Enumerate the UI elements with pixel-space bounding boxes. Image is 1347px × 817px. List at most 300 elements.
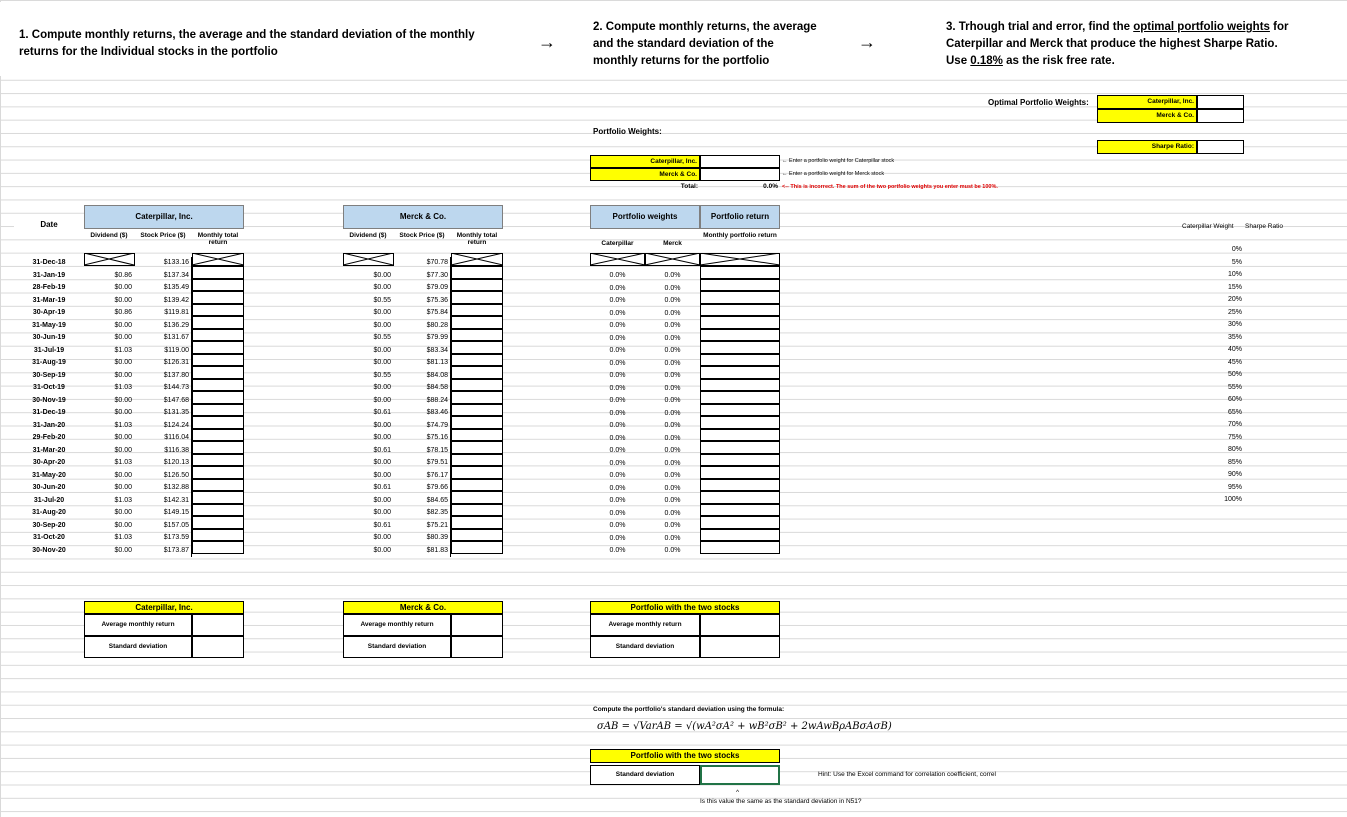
date-cell: 31-Jan-20 <box>32 421 66 429</box>
pw-merck-cell: 0.0% <box>664 397 681 404</box>
merck-dividend-cell: $0.00 <box>373 271 391 279</box>
sharpe-ratio-label: Sharpe Ratio: <box>1097 140 1197 154</box>
portfolio-return-input[interactable] <box>700 454 780 467</box>
cat-price-cell: $131.35 <box>134 407 192 420</box>
cat-return-input[interactable] <box>192 366 244 379</box>
merck-price-column <box>393 257 449 557</box>
pw-merck-cell: 0.0% <box>664 497 681 504</box>
merck-return-input[interactable] <box>451 479 503 492</box>
optimal-merck-label: Merck & Co. <box>1097 109 1197 123</box>
cat-return-input[interactable] <box>192 279 244 292</box>
optimal-weights-label: Optimal Portfolio Weights: <box>988 98 1089 107</box>
cat-return-input[interactable] <box>192 341 244 354</box>
formula-port-title: Portfolio with the two stocks <box>590 749 780 763</box>
portfolio-return-input[interactable] <box>700 391 780 404</box>
date-cell: 31-Dec-19 <box>32 409 66 416</box>
cat-title: Caterpillar, Inc. <box>84 205 244 229</box>
merck-dividend-cell: $0.61 <box>373 521 391 529</box>
merck-price-cell: $84.65 <box>393 495 451 508</box>
merck-dividend-cell: $0.00 <box>373 534 391 541</box>
sharpe-weight-cell: 20% <box>1227 296 1242 303</box>
pw-merck-cell: 0.0% <box>664 297 681 304</box>
pw-merck-cell: 0.0% <box>664 384 681 392</box>
merck-price-cell: $80.28 <box>393 320 451 333</box>
sharpe-weight-cell: 30% <box>1227 321 1242 328</box>
cat-price-cell: $120.13 <box>134 457 192 470</box>
merck-return-input[interactable] <box>451 304 503 317</box>
sharpe-ratio-input[interactable] <box>1197 140 1244 154</box>
date-cell: 31-May-20 <box>32 471 66 479</box>
date-cell: 29-Feb-20 <box>32 434 66 441</box>
cat-dividend-column <box>84 257 132 557</box>
pw-note-merck: ← Enter a portfolio weight for Merck stock <box>782 171 885 177</box>
pw-merck-cell: 0.0% <box>664 534 681 542</box>
portfolio-return-input[interactable] <box>700 529 780 542</box>
cat-price-cell: $157.05 <box>134 520 192 533</box>
portfolio-return-input[interactable] <box>700 266 780 279</box>
cat-return-input[interactable] <box>192 291 244 304</box>
cat-return-column <box>192 266 244 554</box>
merck-dividend-cell: $0.00 <box>373 359 391 366</box>
pw-total-warning: <-- This is incorrect. The sum of the two portfolio weights you enter must be 100%. <box>782 184 998 190</box>
sharpe-table-h1: Caterpillar Weight <box>1182 223 1234 230</box>
merck-price-cell: $82.35 <box>393 507 451 520</box>
cat-return-input[interactable] <box>192 391 244 404</box>
date-cell: 31-Mar-19 <box>32 296 66 304</box>
cat-price-cell: $173.87 <box>134 545 192 558</box>
cat-return-input[interactable] <box>192 529 244 542</box>
cat-dividend-cell: $1.03 <box>114 496 132 504</box>
cat-price-cell: $119.81 <box>134 307 192 320</box>
summary-merck-avg-label: Average monthly return <box>343 614 451 636</box>
cat-return-input[interactable] <box>192 441 244 454</box>
date-header: Date <box>14 220 84 229</box>
merck-price-cell: $75.16 <box>393 432 451 445</box>
merck-return-input[interactable] <box>451 416 503 429</box>
pw-cat-cell: 0.0% <box>609 309 626 317</box>
pw-merck-cell: 0.0% <box>664 484 681 492</box>
pw-cat-header: Caterpillar <box>601 240 634 247</box>
portfolio-return-input[interactable] <box>700 441 780 454</box>
cat-return-input[interactable] <box>192 416 244 429</box>
merck-dividend-cell <box>343 257 391 270</box>
merck-price-cell: $81.83 <box>393 545 451 558</box>
question-text: Is this value the same as the standard deviation in N51? <box>700 798 862 805</box>
merck-price-cell: $79.66 <box>393 482 451 495</box>
pw-cat-cell: 0.0% <box>609 334 626 342</box>
pw-merck-cell: 0.0% <box>664 372 681 379</box>
cat-price-cell: $137.34 <box>134 270 192 283</box>
pw-cat-input[interactable] <box>700 155 780 168</box>
date-cell: 31-Oct-20 <box>33 534 65 541</box>
task-2-heading: 2. Compute monthly returns, the average and the standard deviation of the monthly returns for the portfolio <box>593 21 817 67</box>
cat-price-cell: $133.16 <box>134 257 192 270</box>
merck-return-input[interactable] <box>451 404 503 417</box>
merck-return-input[interactable] <box>451 516 503 529</box>
portfolio-return-input[interactable] <box>700 466 780 479</box>
date-cell: 30-Nov-19 <box>32 396 66 404</box>
sharpe-weight-cell: 70% <box>1227 421 1242 428</box>
task-3-heading: 3. Trhough trial and error, find the optimal portfolio weights for Caterpillar and Merck that produce the highest Sharpe Ratio. Use 0.18% as the risk free rate. <box>946 21 1289 67</box>
pw-cat-cell: 0.0% <box>609 547 626 554</box>
pw-cat-cell: 0.0% <box>609 422 626 429</box>
pw-cat-column <box>590 270 645 558</box>
cat-price-cell: $132.88 <box>134 482 192 495</box>
merck-price-cell: $76.17 <box>393 470 451 483</box>
merck-dividend-cell: $0.00 <box>373 434 391 441</box>
merck-price-cell: $75.84 <box>393 307 451 320</box>
merck-dividend-cell: $0.00 <box>373 496 391 504</box>
merck-dividend-cell: $0.00 <box>373 346 391 354</box>
task-1-heading: 1. Compute monthly returns, the average and the standard deviation of the monthly returns for the Individual stocks in the portfolio <box>19 29 475 58</box>
portfolio-return-column <box>700 266 780 554</box>
merck-return-input[interactable] <box>451 341 503 354</box>
cat-dividend-cell: $0.00 <box>114 484 132 491</box>
sharpe-weight-column <box>1182 244 1242 507</box>
cat-return-input[interactable] <box>192 491 244 504</box>
merck-dividend-cell: $0.00 <box>373 321 391 329</box>
pw-cat-cell: 0.0% <box>609 434 626 442</box>
cat-price-cell: $116.38 <box>134 445 192 458</box>
pw-merck-cell: 0.0% <box>664 434 681 442</box>
cat-dividend-cell: $0.00 <box>114 521 132 529</box>
pw-cat-cell: 0.0% <box>609 347 626 354</box>
pw-cat-cell: 0.0% <box>609 397 626 404</box>
pw-merck-cell: 0.0% <box>664 284 681 292</box>
pw-merck-cell: 0.0% <box>664 334 681 342</box>
formula-sd-input[interactable] <box>700 765 780 785</box>
merck-return-input[interactable] <box>451 329 503 342</box>
cat-dividend-cell: $0.00 <box>114 409 132 416</box>
pw-merck-cell: 0.0% <box>664 472 681 479</box>
merck-price-cell: $79.99 <box>393 332 451 345</box>
merck-return-input[interactable] <box>451 379 503 392</box>
portfolio-return-input[interactable] <box>700 291 780 304</box>
cat-dividend-cell: $0.00 <box>114 509 132 516</box>
cat-price-cell: $137.80 <box>134 370 192 383</box>
merck-return-input[interactable] <box>451 279 503 292</box>
cat-dividend-cell: $0.86 <box>114 309 132 316</box>
pw-cat-cell: 0.0% <box>609 534 626 542</box>
date-cell: 31-Dec-18 <box>32 259 66 266</box>
portfolio-return-input[interactable] <box>700 341 780 354</box>
summary-merck-sd-input[interactable] <box>451 636 503 658</box>
date-cell: 31-Aug-20 <box>32 509 66 516</box>
pw-cat-cell: 0.0% <box>609 459 626 467</box>
sharpe-weight-cell: 65% <box>1227 408 1242 416</box>
cat-dividend-cell: $0.00 <box>114 446 132 454</box>
portfolio-return-input[interactable] <box>700 504 780 517</box>
formula-title: Compute the portfolio's standard deviation using the formula: <box>593 706 785 713</box>
merck-return-input[interactable] <box>451 291 503 304</box>
portfolio-weights-title: Portfolio Weights: <box>593 127 662 136</box>
sharpe-weight-cell: 85% <box>1227 458 1242 466</box>
summary-merck-sd-label: Standard deviation <box>343 636 451 658</box>
pr-monthly-header: Monthly portfolio return <box>703 232 777 239</box>
date-cell: 28-Feb-19 <box>32 284 66 291</box>
pw-merck-cell: 0.0% <box>664 422 681 429</box>
summary-cat-avg-input[interactable] <box>192 614 244 636</box>
pw-cat-cell: 0.0% <box>609 372 626 379</box>
cat-price-cell: $119.00 <box>134 345 192 358</box>
date-cell: 31-May-19 <box>32 321 66 329</box>
cat-return-input[interactable] <box>192 516 244 529</box>
cat-price-cell: $131.67 <box>134 332 192 345</box>
sharpe-weight-cell: 60% <box>1227 396 1242 403</box>
portfolio-return-input[interactable] <box>700 429 780 442</box>
pw-cat-cell: 0.0% <box>609 297 626 304</box>
portfolio-return-input[interactable] <box>700 366 780 379</box>
summary-port-sd-input[interactable] <box>700 636 780 658</box>
summary-cat-title: Caterpillar, Inc. <box>84 601 244 614</box>
merck-return-input[interactable] <box>451 266 503 279</box>
cat-return-input[interactable] <box>192 541 244 554</box>
merck-price-cell: $75.36 <box>393 295 451 308</box>
summary-port-avg-input[interactable] <box>700 614 780 636</box>
pw-merck-header: Merck <box>663 240 682 247</box>
portfolio-return-input[interactable] <box>700 491 780 504</box>
merck-monthly-header: Monthly total return <box>456 232 498 246</box>
sharpe-table-h2: Sharpe Ratio <box>1245 223 1283 230</box>
cat-dividend-cell: $0.00 <box>114 371 132 379</box>
portfolio-return-input[interactable] <box>700 304 780 317</box>
merck-price-cell: $79.51 <box>393 457 451 470</box>
merck-return-input[interactable] <box>451 454 503 467</box>
cat-return-input[interactable] <box>192 454 244 467</box>
cat-return-input[interactable] <box>192 479 244 492</box>
cat-price-column <box>134 257 190 557</box>
portfolio-return-input[interactable] <box>700 479 780 492</box>
summary-merck-avg-input[interactable] <box>451 614 503 636</box>
cat-dividend-cell: $0.00 <box>114 321 132 329</box>
cat-price-cell: $135.49 <box>134 282 192 295</box>
arrow-right-icon-2: → <box>858 32 876 52</box>
pw-merck-cell: 0.0% <box>664 347 681 354</box>
merck-price-cell: $84.08 <box>393 370 451 383</box>
portfolio-return-input[interactable] <box>700 516 780 529</box>
cat-return-input[interactable] <box>192 429 244 442</box>
sharpe-weight-cell: 45% <box>1227 358 1242 366</box>
merck-dividend-cell: $0.00 <box>373 459 391 466</box>
sd-formula: σAB = √VarAB = √(wA²σA² + wB²σB² + 2wAwBρABσAσB) <box>597 721 892 732</box>
merck-dividend-cell: $0.00 <box>373 421 391 429</box>
date-cell: 31-Jul-20 <box>33 496 65 504</box>
merck-return-input[interactable] <box>451 504 503 517</box>
summary-port-title: Portfolio with the two stocks <box>590 601 780 614</box>
merck-title: Merck & Co. <box>343 205 503 229</box>
summary-port-sd-label: Standard deviation <box>590 636 700 658</box>
merck-price-header: Stock Price ($) <box>399 232 445 239</box>
sharpe-weight-cell: 0% <box>1231 246 1242 253</box>
merck-dividend-column <box>343 257 391 557</box>
pw-total-label: Total: <box>680 183 698 190</box>
cat-price-cell: $116.04 <box>134 432 192 445</box>
cat-price-cell: $136.29 <box>134 320 192 333</box>
merck-dividend-cell: $0.00 <box>373 396 391 404</box>
merck-dividend-cell: $0.55 <box>373 334 391 341</box>
pw-cat-cell: 0.0% <box>609 472 626 479</box>
sharpe-weight-cell: 80% <box>1227 446 1242 453</box>
date-cell: 31-Jul-19 <box>33 346 65 354</box>
cat-dividend-header: Dividend ($) <box>90 232 128 239</box>
portfolio-return-input[interactable] <box>700 279 780 292</box>
pw-note-cat: ← Enter a portfolio weight for Caterpillar stock <box>782 158 895 164</box>
date-cell: 31-Aug-19 <box>32 359 66 366</box>
pw-merck-cell: 0.0% <box>664 322 681 329</box>
cat-dividend-cell: $0.86 <box>114 271 132 279</box>
merck-dividend-cell: $0.61 <box>373 409 391 416</box>
cat-dividend-cell: $1.03 <box>114 346 132 354</box>
hint-text: Hint: Use the Excel command for correlation coefficient, correl <box>818 771 996 778</box>
sharpe-weight-cell: 5% <box>1231 258 1242 266</box>
pw-merck-cell: 0.0% <box>664 359 681 367</box>
cat-dividend-cell: $0.00 <box>114 546 132 554</box>
cat-return-input[interactable] <box>192 504 244 517</box>
summary-cat-sd-input[interactable] <box>192 636 244 658</box>
summary-cat-sd-label: Standard deviation <box>84 636 192 658</box>
cat-price-cell: $144.73 <box>134 382 192 395</box>
sharpe-weight-cell: 25% <box>1227 308 1242 316</box>
date-cell: 31-Oct-19 <box>33 384 65 391</box>
sharpe-weight-cell: 15% <box>1227 283 1242 291</box>
optimal-cat-label: Caterpillar, Inc. <box>1097 95 1197 109</box>
pw-merck-cell: 0.0% <box>664 459 681 467</box>
arrow-right-icon: → <box>538 32 556 52</box>
cat-dividend-cell: $0.00 <box>114 434 132 441</box>
merck-dividend-cell: $0.00 <box>373 471 391 479</box>
merck-return-input[interactable] <box>451 354 503 367</box>
cat-price-cell: $147.68 <box>134 395 192 408</box>
cat-dividend-cell <box>84 257 132 270</box>
merck-dividend-cell: $0.00 <box>373 309 391 316</box>
cat-return-input[interactable] <box>192 316 244 329</box>
pw-merck-input[interactable] <box>700 168 780 181</box>
cat-dividend-cell: $0.00 <box>114 296 132 304</box>
portfolio-return-input[interactable] <box>700 416 780 429</box>
pw-cat-cell: 0.0% <box>609 522 626 529</box>
summary-cat-avg-label: Average monthly return <box>84 614 192 636</box>
cat-price-cell: $173.59 <box>134 532 192 545</box>
portfolio-return-input[interactable] <box>700 379 780 392</box>
merck-return-input[interactable] <box>451 316 503 329</box>
sharpe-weight-cell: 100% <box>1224 496 1242 503</box>
merck-price-cell: $88.24 <box>393 395 451 408</box>
date-cell: 30-Sep-19 <box>32 371 66 379</box>
merck-dividend-cell: $0.00 <box>373 384 391 391</box>
cat-price-cell: $126.31 <box>134 357 192 370</box>
merck-price-cell: $74.79 <box>393 420 451 433</box>
date-cell: 30-Apr-20 <box>32 459 66 466</box>
optimal-cat-input[interactable] <box>1197 95 1244 109</box>
merck-price-cell: $83.34 <box>393 345 451 358</box>
merck-dividend-cell: $0.00 <box>373 546 391 554</box>
cat-dividend-cell: $0.00 <box>114 396 132 404</box>
merck-dividend-header: Dividend ($) <box>349 232 387 239</box>
portfolio-return-input[interactable] <box>700 329 780 342</box>
cat-return-input[interactable] <box>192 354 244 367</box>
cat-return-input[interactable] <box>192 466 244 479</box>
date-cell: 30-Jun-19 <box>32 334 66 341</box>
cat-return-input[interactable] <box>192 404 244 417</box>
pw-merck-cell: 0.0% <box>664 547 681 554</box>
pw-cat-cell: 0.0% <box>609 284 626 292</box>
merck-price-cell: $84.58 <box>393 382 451 395</box>
portfolio-return-input[interactable] <box>700 404 780 417</box>
merck-dividend-cell: $0.55 <box>373 371 391 379</box>
pw-merck-label: Merck & Co. <box>590 168 700 181</box>
merck-return-input[interactable] <box>451 441 503 454</box>
pw-cat-cell: 0.0% <box>609 384 626 392</box>
merck-return-input[interactable] <box>451 391 503 404</box>
cat-monthly-header: Monthly total return <box>197 232 239 246</box>
pw-merck-cell: 0.0% <box>664 409 681 417</box>
merck-return-input[interactable] <box>451 541 503 554</box>
pw-merck-cell: 0.0% <box>664 509 681 517</box>
pw-cat-label: Caterpillar, Inc. <box>590 155 700 168</box>
merck-return-input[interactable] <box>451 466 503 479</box>
portfolio-return-input[interactable] <box>700 541 780 554</box>
pw-table-title: Portfolio weights <box>590 205 700 229</box>
merck-return-input[interactable] <box>451 491 503 504</box>
sharpe-weight-cell: 40% <box>1227 346 1242 353</box>
cat-dividend-cell: $1.03 <box>114 384 132 391</box>
merck-return-input[interactable] <box>451 366 503 379</box>
pw-merck-column <box>645 270 700 558</box>
pw-merck-cell: 0.0% <box>664 522 681 529</box>
cat-return-input[interactable] <box>192 329 244 342</box>
pw-cat-cell: 0.0% <box>609 509 626 517</box>
pw-cat-cell: 0.0% <box>609 322 626 329</box>
merck-return-input[interactable] <box>451 529 503 542</box>
cat-dividend-cell: $0.00 <box>114 334 132 341</box>
pw-total-value: 0.0% <box>763 183 778 190</box>
cat-return-input[interactable] <box>192 266 244 279</box>
merck-dividend-cell: $0.61 <box>373 484 391 491</box>
cat-dividend-cell: $1.03 <box>114 534 132 541</box>
cat-return-input[interactable] <box>192 379 244 392</box>
sharpe-weight-cell: 75% <box>1227 433 1242 441</box>
cat-dividend-cell: $0.00 <box>114 284 132 291</box>
date-cell: 30-Sep-20 <box>32 521 66 529</box>
portfolio-return-input[interactable] <box>700 354 780 367</box>
cat-dividend-cell: $1.03 <box>114 421 132 429</box>
date-cell: 31-Mar-20 <box>32 446 66 454</box>
pw-merck-cell: 0.0% <box>664 272 681 279</box>
cat-return-input[interactable] <box>192 304 244 317</box>
merck-price-cell: $70.78 <box>393 257 451 270</box>
optimal-merck-input[interactable] <box>1197 109 1244 123</box>
pw-cat-cell: 0.0% <box>609 447 626 454</box>
cat-price-cell: $126.50 <box>134 470 192 483</box>
merck-return-input[interactable] <box>451 429 503 442</box>
cat-price-cell: $124.24 <box>134 420 192 433</box>
pw-merck-cell: 0.0% <box>664 309 681 317</box>
merck-dividend-cell: $0.55 <box>373 296 391 304</box>
merck-dividend-cell: $0.61 <box>373 446 391 454</box>
x-box-portfolio <box>590 253 780 266</box>
merck-price-cell: $78.15 <box>393 445 451 458</box>
sharpe-weight-cell: 55% <box>1227 383 1242 391</box>
sharpe-weight-cell: 50% <box>1227 371 1242 378</box>
sharpe-weight-cell: 35% <box>1227 333 1242 341</box>
sharpe-weight-cell: 90% <box>1227 471 1242 478</box>
portfolio-return-input[interactable] <box>700 316 780 329</box>
cat-dividend-cell: $0.00 <box>114 359 132 366</box>
pr-table-title: Portfolio return <box>700 205 780 229</box>
date-cell: 31-Jan-19 <box>32 271 66 279</box>
merck-price-cell: $79.09 <box>393 282 451 295</box>
pw-cat-cell: 0.0% <box>609 409 626 417</box>
